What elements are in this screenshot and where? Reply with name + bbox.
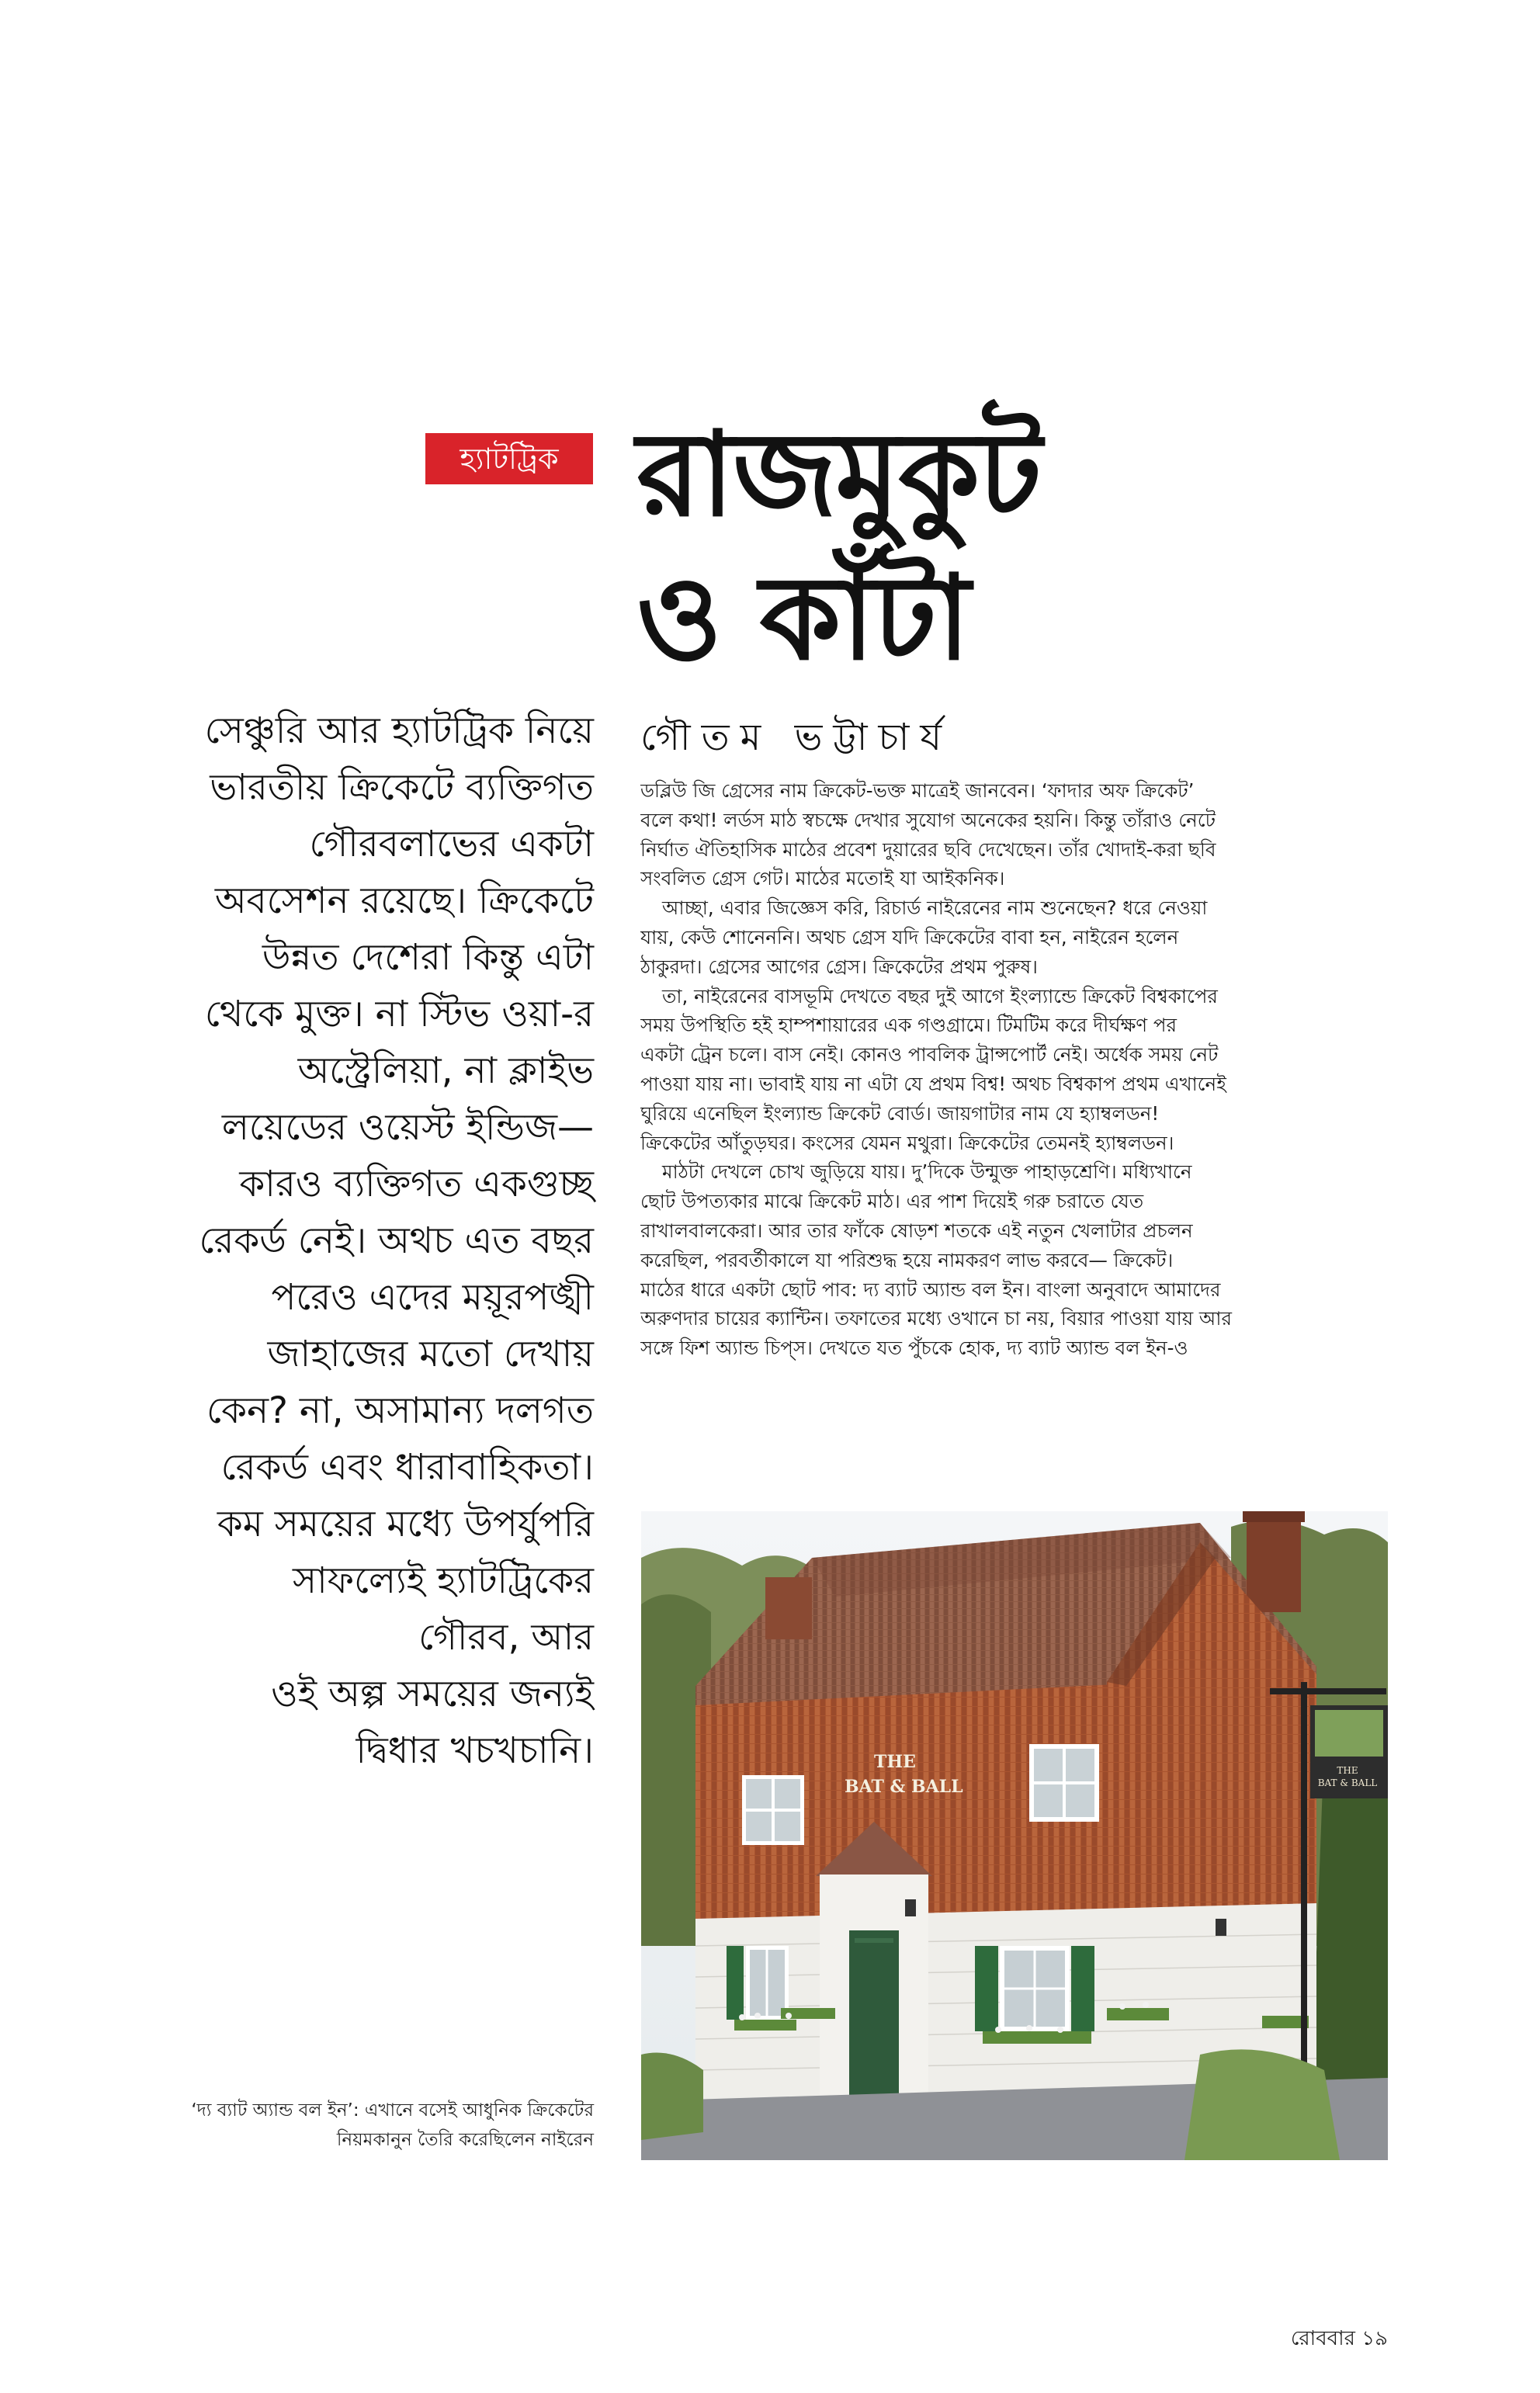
article-line: ক্রিকেটের আঁতুড়ঘর। কংসের যেমন মথুরা। ক্রিকেটের তেমনই হ্যাম্বলডন। <box>640 1131 1174 1154</box>
pub-sign-text: THE <box>874 1752 916 1772</box>
pull-quote-line: অবসেশন রয়েছে। ক্রিকেটে <box>214 879 594 922</box>
headline-line-2: ও কাঁটা <box>636 551 969 686</box>
article-line: মাঠের ধারে একটা ছোট পাব: দ্য ব্যাট অ্যান্ড বল ইন। বাংলা অনুবাদে আমাদের <box>640 1278 1221 1301</box>
pull-quote-line: সেঞ্চুরি আর হ্যাটট্রিক নিয়ে <box>204 709 594 752</box>
headline-line-1: রাজমুকুট <box>636 408 1041 543</box>
pub-photo <box>641 1511 1388 2160</box>
article-line: আচ্ছা, এবার জিজ্ঞেস করি, রিচার্ড নাইরেনের নাম শুনেছেন? ধরে নেওয়া <box>662 897 1208 920</box>
article-line: যায়, কেউ শোনেননি। অথচ গ্রেস যদি ক্রিকেটের বাবা হন, নাইরেন হলেন <box>640 925 1179 949</box>
caption-line: ‘দ্য ব্যাট অ্যান্ড বল ইন’: এখানে বসেই আধুনিক ক্রিকেটের <box>191 2100 594 2121</box>
pull-quote-line: সাফল্যেই হ্যাটট্রিকের <box>293 1559 594 1602</box>
article-line: নির্ঘাত ঐতিহাসিক মাঠের প্রবেশ দুয়ারের ছবি দেখেছেন। তাঁর খোদাই-করা ছবি <box>640 838 1216 861</box>
pull-quote-line: কেন? না, অসামান্য দলগত <box>206 1389 594 1432</box>
article-line: বলে কথা! লর্ডস মাঠ স্বচক্ষে দেখার সুযোগ অনেকের হয়নি। কিন্তু তাঁরাও নেটে <box>640 808 1216 831</box>
article-line: মাঠটা দেখলে চোখ জুড়িয়ে যায়। দু’দিকে উন্মুক্ত পাহাড়শ্রেণি। মধ্যিখানে <box>662 1160 1192 1184</box>
pull-quote-line: রেকর্ড নেই। অথচ এত বছর <box>199 1219 594 1262</box>
hanging-sign-text: BAT & BALL <box>1317 1777 1378 1788</box>
article-line: তা, নাইরেনের বাসভূমি দেখতে বছর দুই আগে ইংল্যান্ডে ক্রিকেট বিশ্বকাপের <box>662 984 1218 1007</box>
pull-quote-line: লয়েডের ওয়েস্ট ইন্ডিজ— <box>221 1106 594 1149</box>
hanging-sign-text: THE <box>1337 1765 1358 1776</box>
byline: গৌতম ভট্টাচার্য <box>640 716 953 759</box>
pull-quote <box>85 702 594 1779</box>
article-line: একটা ট্রেন চলে। বাস নেই। কোনও পাবলিক ট্রান্সপোর্ট নেই। অর্ধেক সময় নেট <box>640 1043 1219 1066</box>
pull-quote-line: দ্বিধার খচখচানি। <box>356 1729 594 1772</box>
pull-quote-line: রেকর্ড এবং ধারাবাহিকতা। <box>220 1446 594 1489</box>
pull-quote-line: কম সময়ের মধ্যে উপর্যুপরি <box>217 1503 594 1545</box>
article-line: ছোট উপত্যকার মাঝে ক্রিকেট মাঠ। এর পাশ দিয়েই গরু চরাতে যেত <box>640 1190 1144 1213</box>
pull-quote-line: ওই অল্প সময়ের জন্যই <box>271 1673 594 1715</box>
article-line: সংবলিত গ্রেস গেট। মাঠের মতোই যা আইকনিক। <box>640 867 1005 890</box>
pull-quote-line: গৌরবলাভের একটা <box>309 823 594 865</box>
pull-quote-line: থেকে মুক্ত। না স্টিভ ওয়া-র <box>204 993 594 1035</box>
section-tag: হ্যাটট্রিক <box>425 433 593 484</box>
article-line: সঙ্গে ফিশ অ্যান্ড চিপ্‌স। দেখতে যত পুঁচকে হোক, দ্য ব্যাট অ্যান্ড বল ইন-ও <box>640 1337 1188 1360</box>
pull-quote-line: জাহাজের মতো দেখায় <box>267 1333 594 1375</box>
article-line: পাওয়া যায় না। ভাবাই যায় না এটা যে প্রথম বিশ্ব! অথচ বিশ্বকাপ প্রথম এখানেই <box>640 1072 1226 1095</box>
article-line: রাখালবালকেরা। আর তার ফাঁকে ষোড়শ শতকে এই নতুন খেলাটার প্রচলন <box>640 1219 1193 1242</box>
pub-sign-text: BAT & BALL <box>845 1777 963 1797</box>
page-folio: রোববার ১৯ <box>1290 2327 1388 2350</box>
article-line: ঘুরিয়ে এনেছিল ইংল্যান্ড ক্রিকেট বোর্ড। জায়গাটার নাম যে হ্যাম্বলডন! <box>640 1101 1160 1125</box>
pull-quote-line: কারও ব্যক্তিগত একগুচ্ছ <box>239 1163 594 1205</box>
pull-quote-line: ভারতীয় ক্রিকেটে ব্যক্তিগত <box>210 766 594 809</box>
photo-caption <box>85 2096 594 2155</box>
pull-quote-line: অস্ট্রেলিয়া, না ক্লাইভ <box>297 1049 594 1092</box>
article-line: করেছিল, পরবর্তীকালে যা পরিশুদ্ধ হয়ে নামকরণ লাভ করবে— ক্রিকেট। <box>640 1248 1174 1271</box>
pull-quote-line: গৌরব, আর <box>418 1616 594 1659</box>
article-line: ঠাকুরদা। গ্রেসের আগের গ্রেস। ক্রিকেটের প্রথম পুরুষ। <box>640 955 1038 978</box>
article-line: অরুণদার চায়ের ক্যান্টিন। তফাতের মধ্যে ওখানে চা নয়, বিয়ার পাওয়া যায় আর <box>640 1307 1232 1330</box>
pull-quote-line: পরেও এদের ময়ূরপঙ্খী <box>271 1276 594 1319</box>
pull-quote-line: উন্নত দেশেরা কিন্তু এটা <box>262 936 594 979</box>
article-body <box>640 776 1389 1363</box>
headline <box>636 404 1335 691</box>
article-line: ডব্লিউ জি গ্রেসের নাম ক্রিকেট-ভক্ত মাত্রেই জানবেন। ‘ফাদার অফ ক্রিকেট’ <box>640 779 1195 802</box>
article-line: সময় উপস্থিতি হই হাম্পশায়ারের এক গণ্ডগ্রামে। টিমটিম করে দীর্ঘক্ষণ পর <box>640 1014 1178 1037</box>
caption-line: নিয়মকানুন তৈরি করেছিলেন নাইরেন <box>336 2130 594 2150</box>
